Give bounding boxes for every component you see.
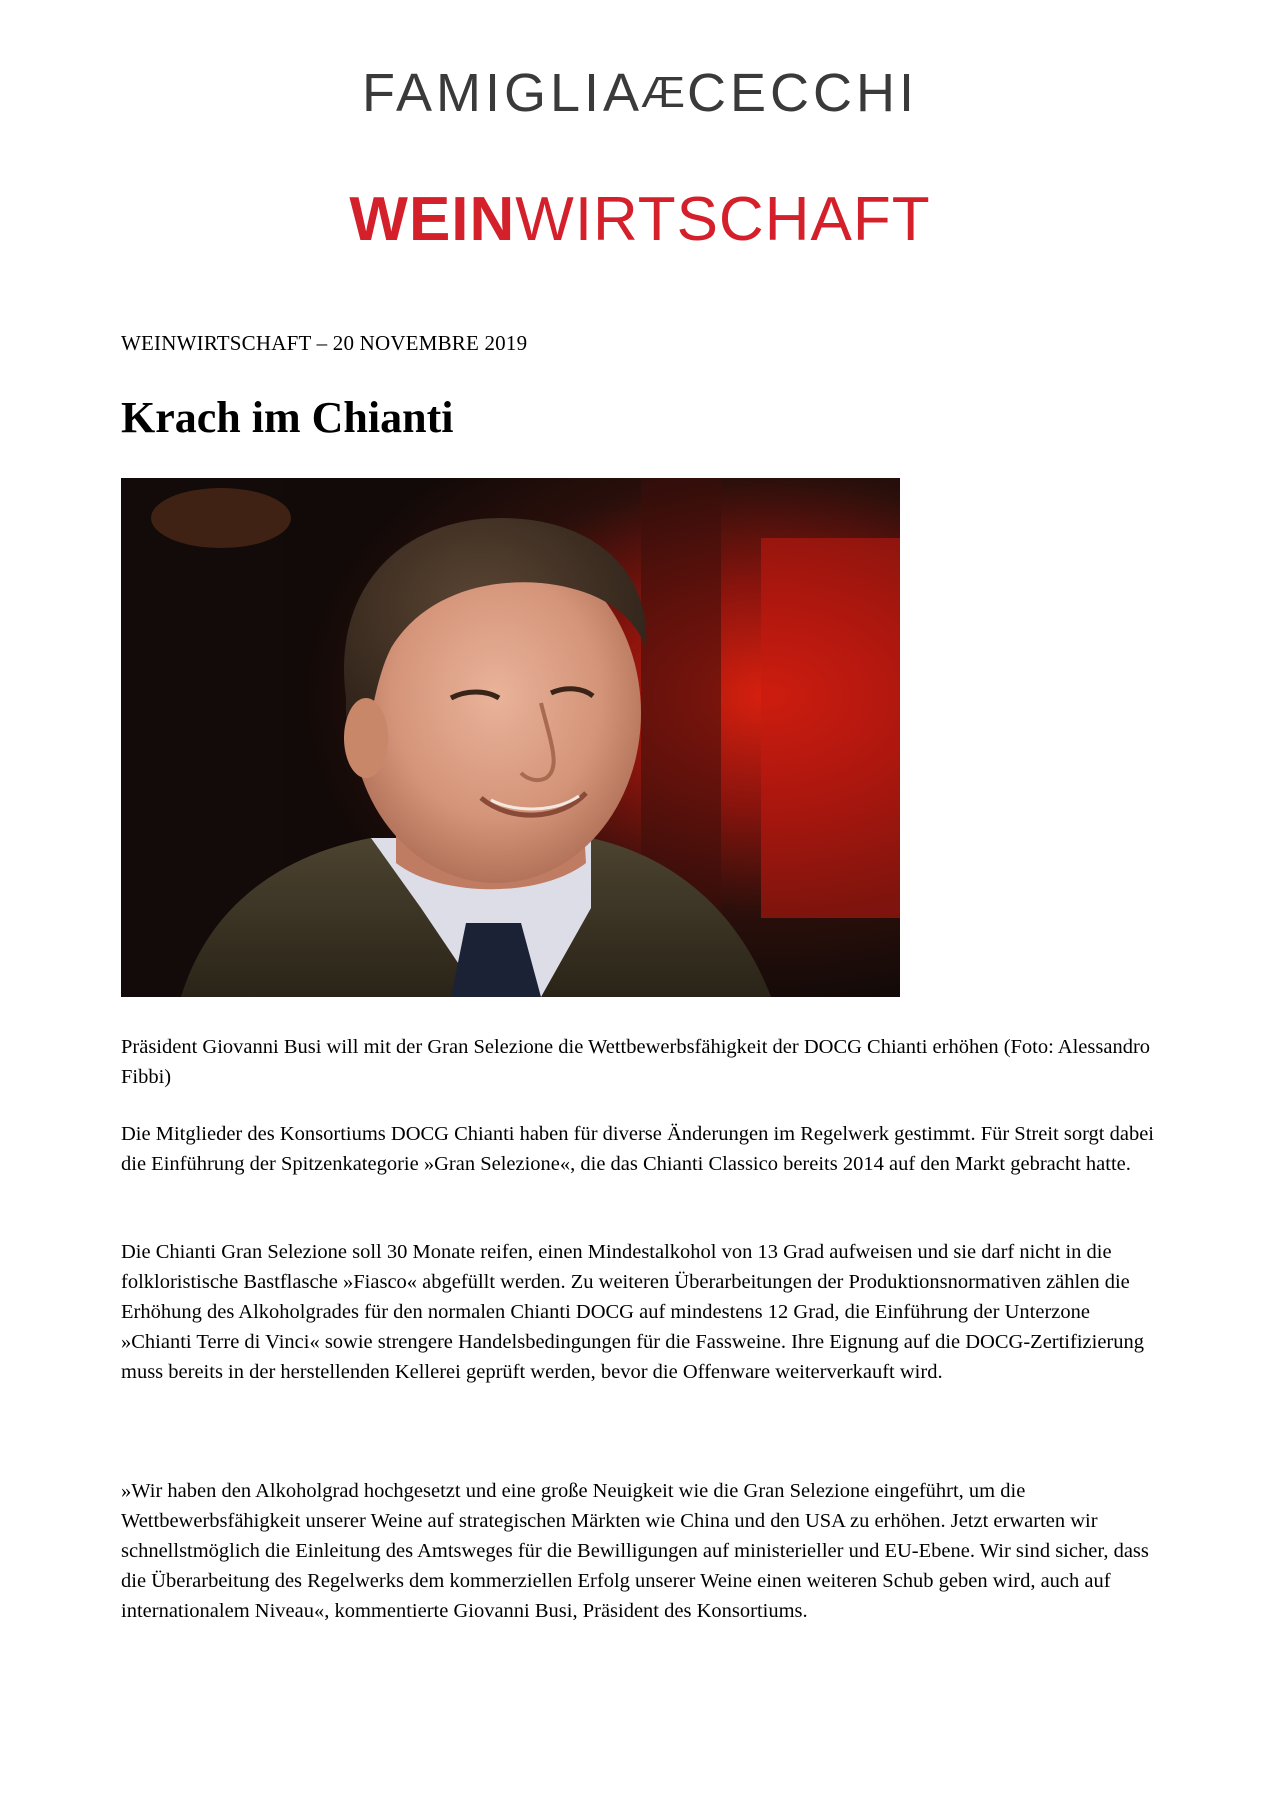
famiglia-logo-right: CECCHI: [687, 63, 919, 123]
famiglia-cecchi-logo: [0, 62, 1280, 124]
photo-caption: Präsident Giovanni Busi will mit der Gran Selezione die Wettbewerbsfähigkeit der DOCG Chianti erhöhen (Foto: Alessandro Fibbi): [121, 1036, 1151, 1088]
weinwirtschaft-logo: [0, 184, 1280, 255]
article-paragraph: Die Mitglieder des Konsortiums DOCG Chianti haben für diverse Änderungen im Regelwerk gestimmt. Für Streit sorgt dabei die Einführung der Spitzenkategorie »Gran Selezione«, die das Chianti Classico bereits 2014 auf den Markt gebracht hatte.: [121, 1123, 1154, 1175]
article-headline: Krach im Chianti: [121, 393, 454, 442]
weinwirtschaft-logo-bold: WEIN: [349, 185, 516, 254]
article-paragraph: »Wir haben den Alkoholgrad hochgesetzt und eine große Neuigkeit wie die Gran Selezione eingeführt, um die Wettbewerbsfähigkeit unserer Weine auf strategischen Märkten wie China und den USA zu erhöhen. Jetzt erwarten wir schnellstmöglich die Einleitung des Amtsweges für die Bewilligungen auf ministerieller und EU-Ebene. Wir sind sicher, dass die Überarbeitung des Regelwerks dem kommerziellen Erfolg unserer Weine einen weiteren Schub geben wird, auch auf internationalem Niveau«, kommentierte Giovanni Busi, Präsident des Konsortiums.: [121, 1480, 1149, 1622]
famiglia-logo-separator: Æ: [641, 68, 690, 117]
weinwirtschaft-logo-light: WIRTSCHAFT: [515, 185, 931, 254]
article-photo: [121, 478, 900, 997]
article-dateline: WEINWIRTSCHAFT – 20 NOVEMBRE 2019: [121, 331, 528, 355]
famiglia-logo-left: FAMIGLIA: [361, 63, 644, 123]
article-paragraph: Die Chianti Gran Selezione soll 30 Monate reifen, einen Mindestalkohol von 13 Grad aufweisen und sie darf nicht in die folkloristische Bastflasche »Fiasco« abgefüllt werden. Zu weiteren Überarbeitungen der Produktionsnormativen zählen die Erhöhung des Alkoholgrades für den normalen Chianti DOCG auf mindestens 12 Grad, die Einführung der Unterzone »Chianti Terre di Vinci« sowie strengere Handelsbedingungen für die Fassweine. Ihre Eignung auf die DOCG-Zertifizierung muss bereits in der herstellenden Kellerei geprüft werden, bevor die Offenware weiterverkauft wird.: [121, 1241, 1144, 1383]
